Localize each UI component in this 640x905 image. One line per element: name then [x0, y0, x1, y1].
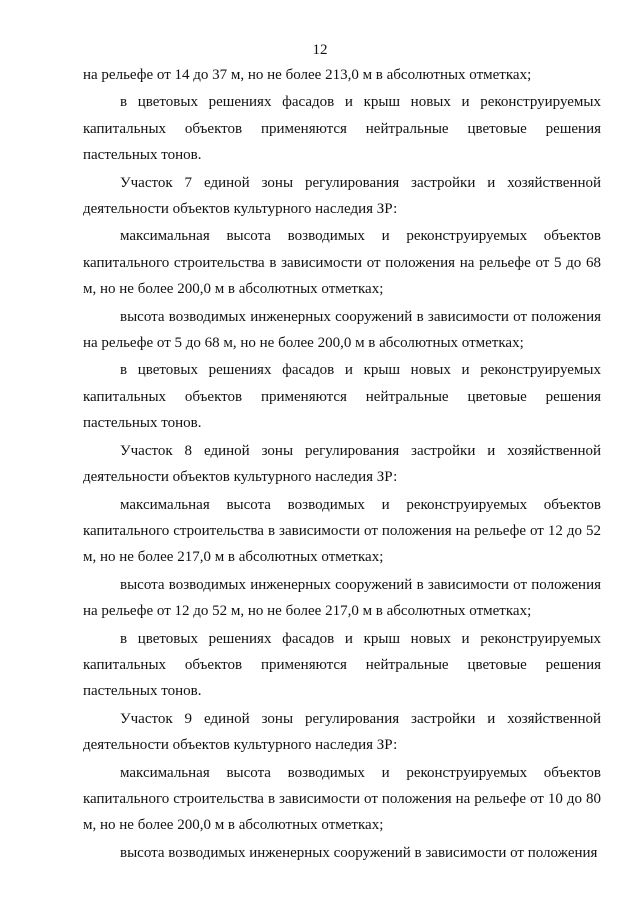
paragraph: на рельефе от 14 до 37 м, но не более 213,0 м в абсолютных отметках;: [83, 67, 532, 83]
paragraph: высота возводимых инженерных сооружений в зависимости от положения: [120, 844, 598, 861]
paragraph: в цветовых решениях фасадов и крыш новых и реконструируемых капитальных объектов применяются нейтральные цветовые решения пастельных тонов.: [83, 94, 601, 164]
paragraph: Участок 7 единой зоны регулирования застройки и хозяйственной деятельности объектов культурного наследия ЗР:: [83, 174, 601, 218]
paragraph: максимальная высота возводимых и реконструируемых объектов капитального строительства в зависимости от положения на рельефе от 10 до 80 м, но не более 200,0 м в абсолютных отметках;: [83, 764, 601, 834]
paragraph: Участок 9 единой зоны регулирования застройки и хозяйственной деятельности объектов культурного наследия ЗР:: [83, 710, 601, 754]
page-number: 12: [312, 42, 328, 58]
paragraph: в цветовых решениях фасадов и крыш новых и реконструируемых капитальных объектов применяются нейтральные цветовые решения пастельных тонов.: [83, 362, 601, 432]
paragraph: высота возводимых инженерных сооружений в зависимости от положения на рельефе от 5 до 68 м, но не более 200,0 м в абсолютных отметках;: [83, 308, 601, 352]
paragraph: Участок 8 единой зоны регулирования застройки и хозяйственной деятельности объектов культурного наследия ЗР:: [83, 442, 601, 486]
document-body: [83, 62, 601, 867]
paragraph: максимальная высота возводимых и реконструируемых объектов капитального строительства в зависимости от положения на рельефе от 12 до 52 м, но не более 217,0 м в абсолютных отметках;: [83, 496, 601, 566]
paragraph: максимальная высота возводимых и реконструируемых объектов капитального строительства в зависимости от положения на рельефе от 5 до 68 м, но не более 200,0 м в абсолютных отметках;: [83, 228, 601, 298]
paragraph: высота возводимых инженерных сооружений в зависимости от положения на рельефе от 12 до 52 м, но не более 217,0 м в абсолютных отметках;: [83, 576, 601, 620]
paragraph: в цветовых решениях фасадов и крыш новых и реконструируемых капитальных объектов применяются нейтральные цветовые решения пастельных тонов.: [83, 630, 601, 700]
